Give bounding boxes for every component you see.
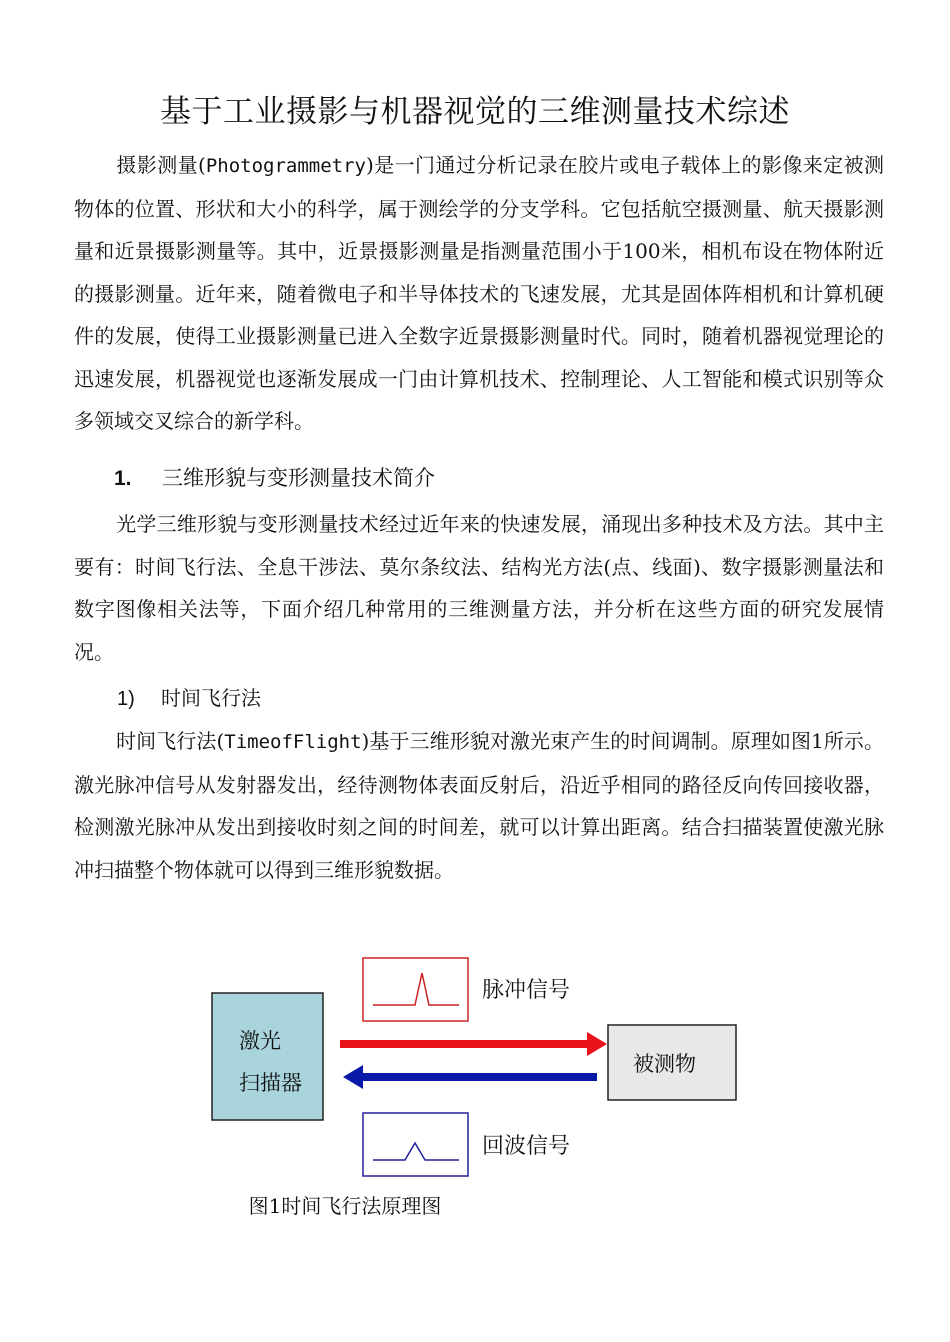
time-of-flight-paragraph (74, 720, 884, 891)
subsection-heading-text: 时间飞行法 (161, 686, 261, 710)
tof-text-before-term: 时间飞行法( (116, 729, 225, 753)
document-title: 基于工业摄影与机器视觉的三维测量技术综述 (160, 94, 790, 130)
target-object-label: 被测物 (633, 1052, 696, 1076)
pulse-signal-label: 脉冲信号 (482, 978, 571, 1003)
section-number: 1. (114, 467, 132, 490)
return-arrow-shaft (360, 1073, 597, 1081)
intro-text-after-term: )是一门通过分析记录在胶片或电子载体上的影像来定被测物体的位置、形状和大小的科学，属于测绘学的分支学科。它包括航空摄测量、航天摄影测量和近景摄影测量等。其中，近景摄影测量是指测量范围小于100米，相机布设在物体附近的摄影测量。近年来，随着微电子和半导体技术的飞速发展，尤其是固体阵相机和计算机硬件的发展，使得工业摄影测量已进入全数字近景摄影测量时代。同时，随着机器视觉理论的迅速发展，机器视觉也逐渐发展成一门由计算机技术、控制理论、人工智能和模式识别等众多领域交叉综合的新学科。 (74, 153, 884, 433)
outgoing-arrow-shaft (340, 1040, 590, 1048)
laser-scanner-label-line1: 激光 (239, 1029, 281, 1053)
section-paragraph (74, 503, 884, 673)
section-heading-text: 三维形貌与变形测量技术简介 (162, 466, 435, 490)
subsection-number: 1) (117, 688, 135, 710)
laser-scanner-box (212, 993, 323, 1120)
subsection-heading (117, 678, 261, 719)
laser-scanner-label-line2: 扫描器 (239, 1071, 302, 1095)
intro-term: Photogrammetry (205, 155, 366, 177)
intro-paragraph (74, 144, 884, 443)
section-heading (114, 458, 435, 499)
return-arrow-head (343, 1065, 363, 1089)
outgoing-arrow-head (587, 1032, 607, 1056)
time-of-flight-diagram (195, 905, 755, 1190)
section-paragraph-text: 光学三维形貌与变形测量技术经过近年来的快速发展，涌现出多种技术及方法。其中主要有：时间飞行法、全息干涉法、莫尔条纹法、结构光方法(点、线面)、数字摄影测量法和数字图像相关法等，下面介绍几种常用的三维测量方法，并分析在这些方面的研究发展情况。 (74, 512, 884, 664)
intro-text-before-term: 摄影测量( (116, 153, 206, 177)
pulse-signal-box (363, 958, 468, 1021)
tof-term: TimeofFlight (224, 731, 362, 753)
tof-text-after-term: )基于三维形貌对激光束产生的时间调制。原理如图1所示。激光脉冲信号从发射器发出，经待测物体表面反射后，沿近乎相同的路径反向传回接收器，检测激光脉冲从发出到接收时刻之间的时间差，就可以计算出距离。结合扫描装置使激光脉冲扫描整个物体就可以得到三维形貌数据。 (74, 729, 884, 882)
figure-caption: 图1时间飞行法原理图 (248, 1194, 442, 1218)
echo-signal-label: 回波信号 (482, 1134, 571, 1159)
